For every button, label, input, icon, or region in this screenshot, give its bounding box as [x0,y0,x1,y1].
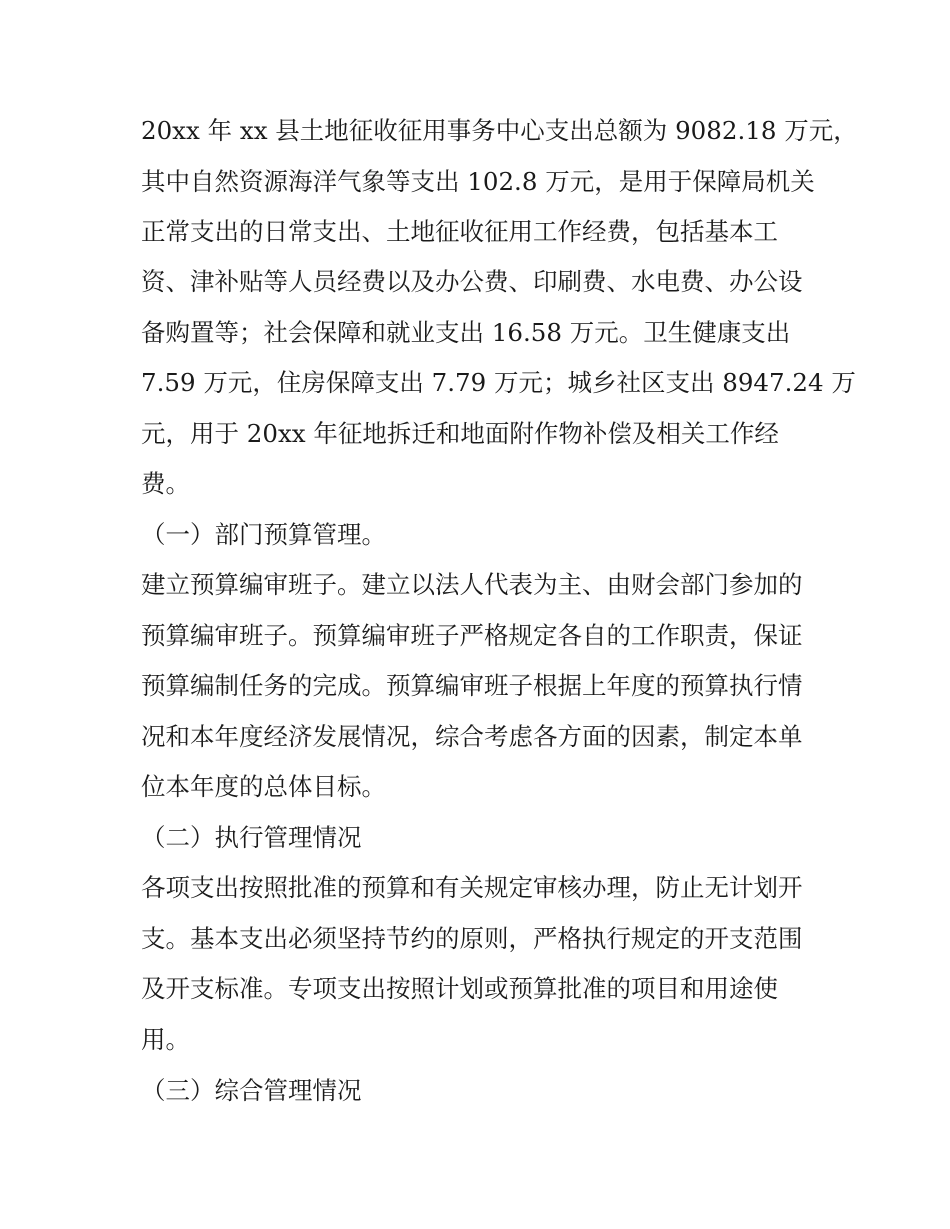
section-heading: （一）部门预算管理。 [141,520,386,549]
paragraph-line: 其中自然资源海洋气象等支出 102.8 万元，是用于保障局机关 [141,167,815,196]
paragraph-line: 及开支标准。专项支出按照计划或预算批准的项目和用途使 [141,974,778,1003]
paragraph-line: 资、津补贴等人员经费以及办公费、印刷费、水电费、办公设 [141,267,803,296]
paragraph-line: 各项支出按照批准的预算和有关规定审核办理，防止无计划开 [141,873,803,902]
section-heading: （二）执行管理情况 [141,823,362,852]
paragraph-line: 预算编审班子。预算编审班子严格规定各自的工作职责，保证 [141,621,803,650]
paragraph-line: 况和本年度经济发展情况，综合考虑各方面的因素，制定本单 [141,722,803,751]
paragraph-line: 元，用于 20xx 年征地拆迁和地面附作物补偿及相关工作经 [141,419,779,448]
paragraph-line: 费。 [141,469,190,498]
paragraph-line: 预算编制任务的完成。预算编审班子根据上年度的预算执行情 [141,671,803,700]
paragraph-line: 7.59 万元，住房保障支出 7.79 万元；城乡社区支出 8947.24 万 [141,368,856,397]
paragraph-line: 位本年度的总体目标。 [141,772,386,801]
paragraph-line: 备购置等；社会保障和就业支出 16.58 万元。卫生健康支出 [141,318,791,347]
paragraph-line: 支。基本支出必须坚持节约的原则，严格执行规定的开支范围 [141,924,803,953]
paragraph-line: 20xx 年 xx 县土地征收征用事务中心支出总额为 9082.18 万元， [141,116,858,145]
paragraph-line: 建立预算编审班子。建立以法人代表为主、由财会部门参加的 [141,570,803,599]
paragraph-line: 正常支出的日常支出、土地征收征用工作经费，包括基本工 [141,217,778,246]
section-heading: （三）综合管理情况 [141,1076,362,1105]
paragraph-line: 用。 [141,1025,190,1054]
